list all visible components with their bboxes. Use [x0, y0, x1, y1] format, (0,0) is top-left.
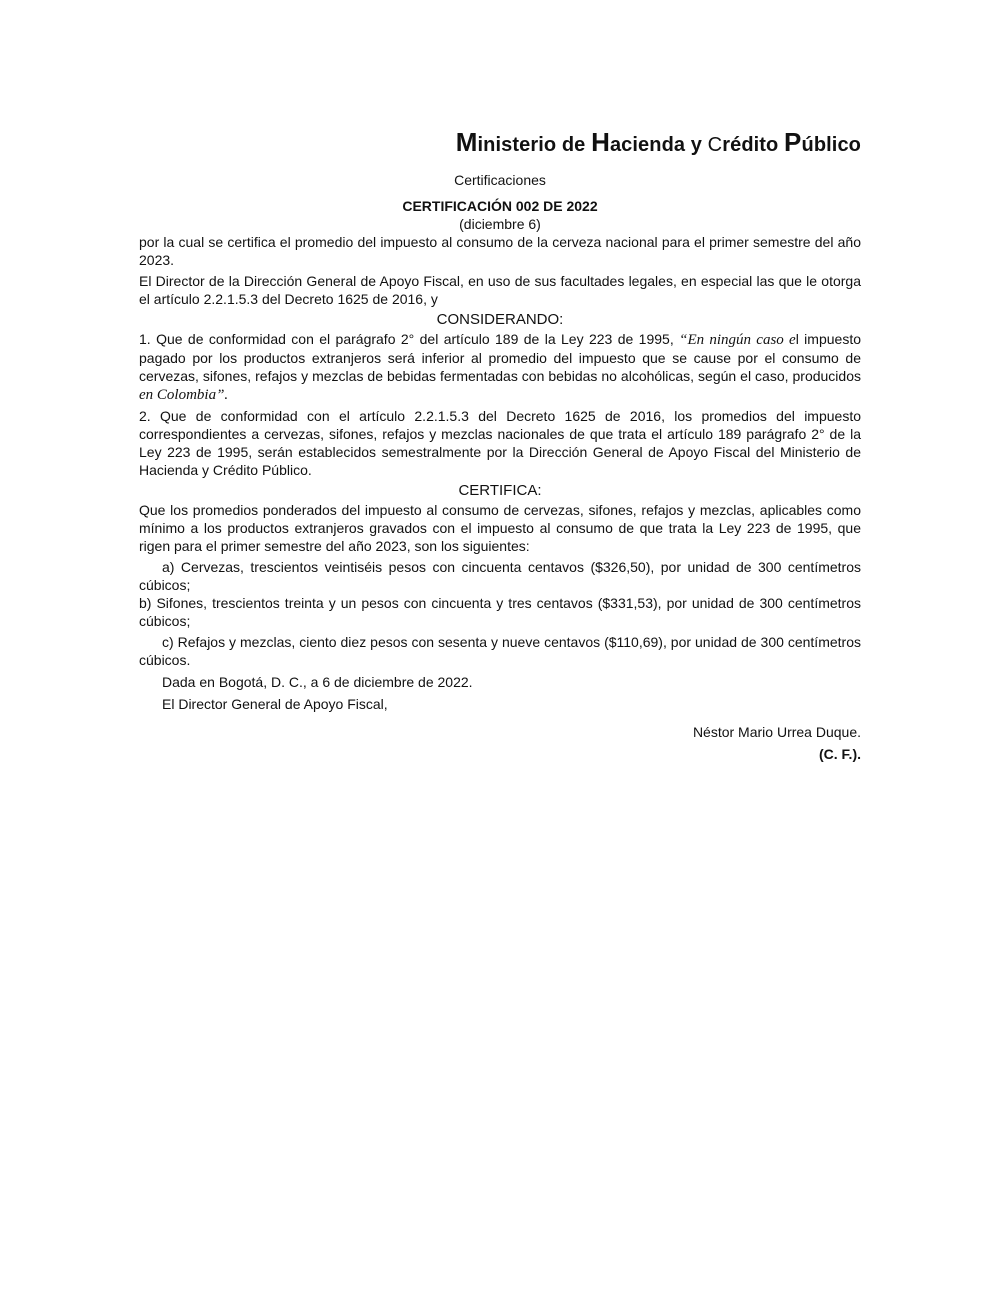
ministry-part-2: acienda y	[609, 134, 708, 156]
certificate-title: CERTIFICACIÓN 002 DE 2022	[402, 198, 598, 214]
certifica-paragraph: Que los promedios ponderados del impuesto al consumo de cervezas, sifones, refajos y mezclas, aplicables como mínimo a los productos extranjeros gravados con el impuesto al consumo de que trata la Ley 223 de 1995, que rigen para el primer semestre del año 2023, son los siguientes:	[139, 502, 861, 554]
ministry-part-3: rédito	[722, 134, 785, 156]
considerando-point-2: 2. Que de conformidad con el artículo 2.2.1.5.3 del Decreto 1625 de 2016, los promedios del impuesto correspondientes a cervezas, sifones, refajos y mezclas nacionales de que trata el artículo 189 parágrafo 2° de la Ley 223 de 1995, serán establecidos semestralmente por la Dirección General de Apoyo Fiscal del Ministerio de Hacienda y Crédito Público.	[139, 408, 861, 478]
certifica-heading: CERTIFICA:	[458, 482, 542, 499]
director-statement: El Director de la Dirección General de Apoyo Fiscal, en uso de sus facultades legales, en especial las que le otorga el artículo 2.2.1.5.3 del Decreto 1625 de 2016, y	[139, 273, 861, 307]
intro-paragraph: por la cual se certifica el promedio del impuesto al consumo de la cerveza nacional para el primer semestre del año 2023.	[139, 234, 861, 268]
ministry-title	[139, 124, 861, 163]
point1-quote-start: “En ningún caso e	[679, 332, 796, 348]
ministry-part-1: inisterio de	[477, 134, 592, 156]
ministry-initial-h: H	[591, 127, 610, 157]
section-label: Certificaciones	[454, 172, 546, 188]
item-c: c) Refajos y mezclas, ciento diez pesos con sesenta y nueve centavos ($110,69), por unidad de 300 centímetros cúbicos.	[139, 634, 861, 668]
point1-text-continued: l impuesto pagado por los productos extranjeros será inferior al promedio del impuesto que se cause por el consumo de cervezas, sifones, refajos y mezclas de bebidas fermentadas con bebidas no alcohólicas, según el caso, producidos	[139, 331, 861, 384]
reference-code: (C. F.).	[819, 746, 861, 762]
ministry-initial-p: P	[784, 127, 802, 157]
item-a: a) Cervezas, trescientos veintiséis pesos con cincuenta centavos ($326,50), por unidad de 300 centímetros cúbicos;	[139, 559, 861, 593]
signer-name: Néstor Mario Urrea Duque.	[692, 724, 861, 740]
ministry-initial-c: C	[707, 134, 723, 156]
ministry-part-4: úblico	[801, 134, 861, 156]
considerando-heading: CONSIDERANDO:	[436, 311, 564, 328]
point1-text: 1. Que de conformidad con el parágrafo 2° del artículo 189 de la Ley 223 de 1995,	[139, 331, 680, 347]
document-page	[139, 124, 861, 763]
signer-title: El Director General de Apoyo Fiscal,	[162, 696, 388, 712]
considerando-point-1	[139, 330, 861, 404]
point1-quote-end: en Colombia”.	[139, 387, 229, 403]
certificate-date: (diciembre 6)	[459, 216, 541, 232]
item-b: b) Sifones, trescientos treinta y un pesos con cincuenta y tres centavos ($331,53), por unidad de 300 centímetros cúbicos;	[139, 595, 861, 629]
given-in: Dada en Bogotá, D. C., a 6 de diciembre de 2022.	[162, 674, 473, 690]
ministry-initial-m: M	[455, 127, 478, 157]
